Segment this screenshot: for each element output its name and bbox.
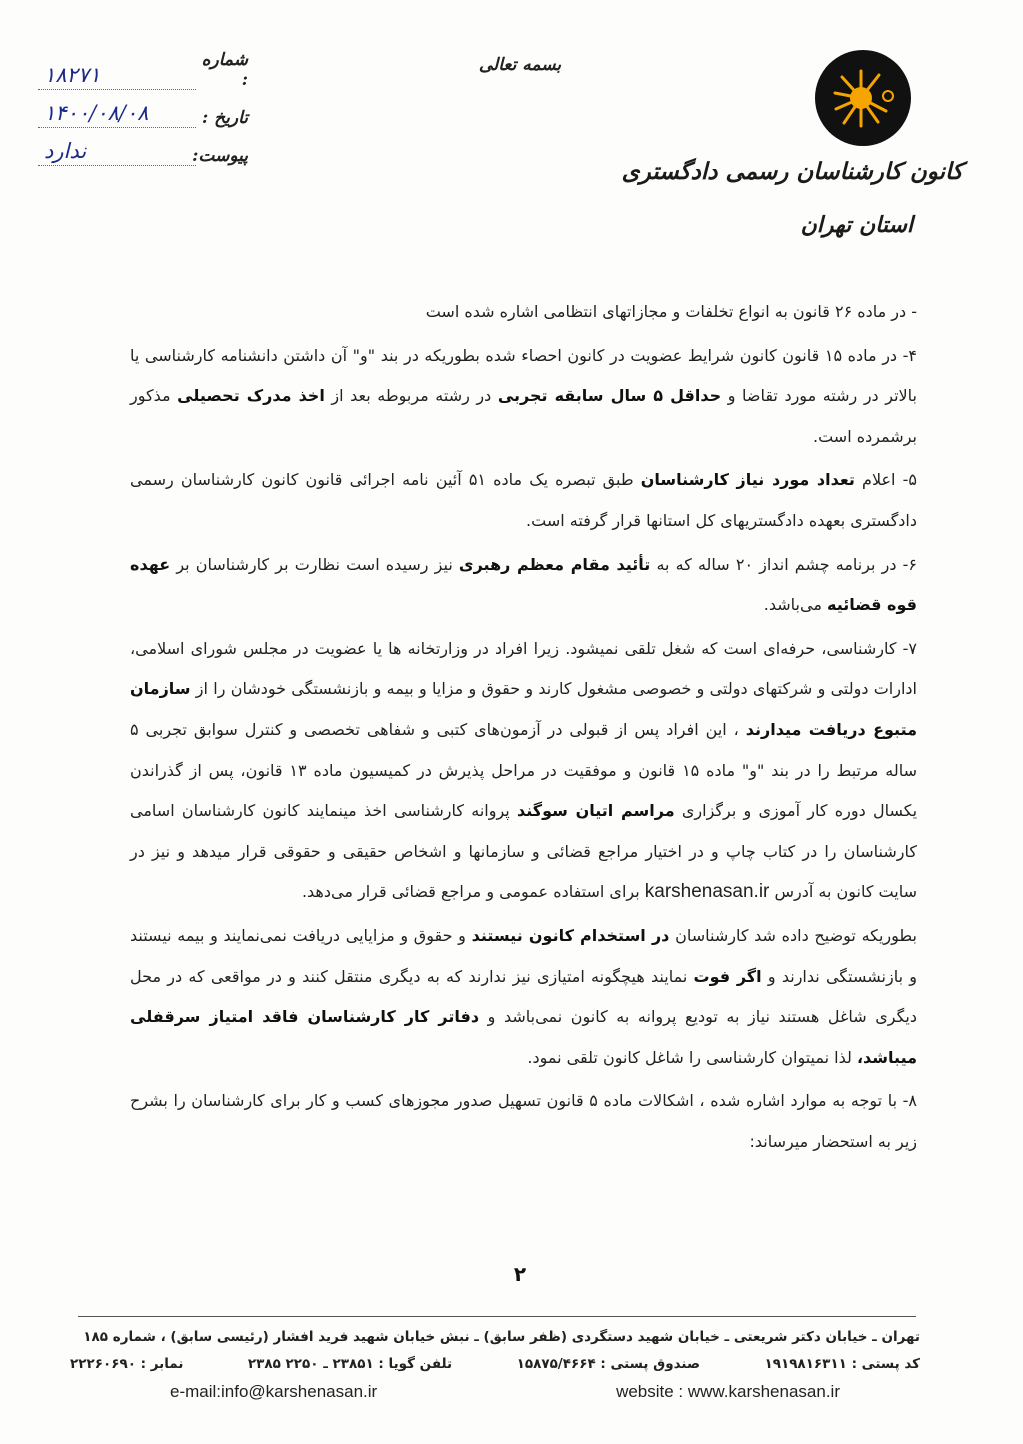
footer-address: تهران ـ خیابان دکتر شریعتی ـ خیابان شهید دستگردی (ظفر سابق) ـ نبش خیابان شهید فرید افشار (رئیسی سابق) ، شماره ۱۸۵ bbox=[83, 1329, 920, 1345]
paragraph-summary: بطوریکه توضیح داده شد کارشناسان در استخدام کانون نیستند و حقوق و مزایایی دریافت نمی‌نمایند و بیمه نیستند و بازنشستگی ندارند و اگر فوت نمایند هیچگونه امتیازی نیز ندارند که به دیگری منتقل کنند و در مواقعی که در محل دیگری شاغل هستند نیاز به تودیع پروانه به کانون نمی‌باشد و دفاتر کار کارشناسان فاقد امتیاز سرقفلی میباشد، لذا نمیتوان کارشناسی را شاغل کانون تلقی نمود. bbox=[130, 925, 918, 1067]
footer-phone: تلفن گویا : ۲۳۸۵۱ ـ ۲۲۵۰ ۲۳۸۵ bbox=[247, 1356, 453, 1372]
organization-province: استان تهران bbox=[800, 212, 913, 238]
letter-number-row bbox=[38, 52, 248, 90]
paragraph-1: - در ماده ۲۶ قانون به انواع تخلفات و مجازاتهای انتظامی اشاره شده است bbox=[425, 302, 917, 321]
footer-web bbox=[70, 1378, 920, 1405]
organization-name: کانون کارشناسان رسمی دادگستری bbox=[621, 158, 963, 185]
letter-date-value: ۱۴۰۰/۰۸/۰۸ bbox=[44, 101, 149, 125]
organization-logo bbox=[815, 50, 911, 146]
paragraph-8: ۸- با توجه به موارد اشاره شده ، اشکالات ماده ۵ قانون تسهیل صدور مجوزهای کسب و کار برای کارشناسان را بشرح زیر به استحضار میرساند: bbox=[130, 1091, 918, 1151]
bismillah: بسمه تعالی bbox=[478, 55, 562, 75]
paragraph-5: ۵- اعلام تعداد مورد نیاز کارشناسان طبق تبصره یک ماده ۵۱ آئین نامه اجرائی قانون کانون کارشناسان رسمی دادگستری بعهده دادگستریهای کل استانها قرار گرفته است. bbox=[130, 470, 918, 530]
page-number: ۲ bbox=[513, 1262, 527, 1286]
footer-fax: نمابر : ۲۲۲۶۰۶۹۰ bbox=[70, 1356, 184, 1372]
sun-emblem-icon bbox=[828, 63, 898, 133]
letter-meta bbox=[38, 52, 248, 166]
letter-attachment-row bbox=[38, 128, 248, 166]
footer-website: website : www.karshenasan.ir bbox=[616, 1382, 840, 1401]
letter-number-value: ۱۸۲۷۱ bbox=[44, 63, 101, 87]
footer-contacts bbox=[70, 1351, 920, 1378]
letter-attachment-value: ندارد bbox=[44, 139, 87, 163]
paragraph-7: ۷- کارشناسی، حرفه‌ای است که شغل تلقی نمیشود. زیرا افراد در وزارتخانه ها یا عضویت در مجلس شورای اسلامی، ادارات دولتی و شرکتهای دولتی و خصوصی مشغول کارند و حقوق و مزایا و بیمه و بازنشستگی خودشان را از سازمان متبوع دریافت میدارند ، این افراد پس از قبولی در آزمون‌های کتبی و شفاهی تخصصی و کنترل سوابق تجربی ۵ ساله مرتبط را در بند "و" ماده ۱۵ قانون و موفقیت در مراحل پذیرش در کمیسیون ماده ۱۳ قانون، پس از گذراندن یکسال دوره کار آموزی و برگزاری مراسم اتیان سوگند پروانه کارشناسی اخذ مینمایند کانون کارشناسان اسامی کارشناسان را در کتاب چاپ و در اختیار مراجع قضائی و سازمانها و اشخاص حقیقی و حقوقی قرار میدهد و نیز در سایت کانون به آدرس karshenasan.ir برای استفاده عمومی و مراجع قضائی قرار می‌دهد. bbox=[130, 638, 918, 903]
footer-divider bbox=[78, 1316, 916, 1317]
website-mention: karshenasan.ir bbox=[644, 881, 770, 903]
paragraph-6: ۶- در برنامه چشم انداز ۲۰ ساله که به تأئید مقام معظم رهبری نیز رسیده است نظارت بر کارشناسان بر عهده قوه قضائیه می‌باشد. bbox=[130, 554, 918, 615]
letter-number-label: شماره : bbox=[201, 50, 248, 90]
letter-body bbox=[130, 292, 917, 1165]
footer-postal-code: کد پستی : ۱۹۱۹۸۱۶۳۱۱ bbox=[764, 1356, 920, 1372]
footer-email: e-mail:info@karshenasan.ir bbox=[170, 1382, 378, 1401]
letter-attachment-label: پیوست: bbox=[192, 146, 248, 166]
letter-date-label: تاریخ : bbox=[201, 108, 248, 128]
footer-po-box: صندوق پستی : ۱۵۸۷۵/۴۶۶۴ bbox=[516, 1356, 700, 1372]
letter-date-row bbox=[38, 90, 248, 128]
letterhead-footer bbox=[70, 1324, 920, 1405]
paragraph-4: ۴- در ماده ۱۵ قانون کانون شرایط عضویت در کانون احصاء شده بطوریکه در بند "و" آن داشتن دانشنامه کارشناسی یا بالاتر در رشته مورد تقاضا و حداقل ۵ سال سابقه تجربی در رشته مربوطه بعد از اخذ مدرک تحصیلی مذکور برشمرده است. bbox=[130, 345, 917, 446]
